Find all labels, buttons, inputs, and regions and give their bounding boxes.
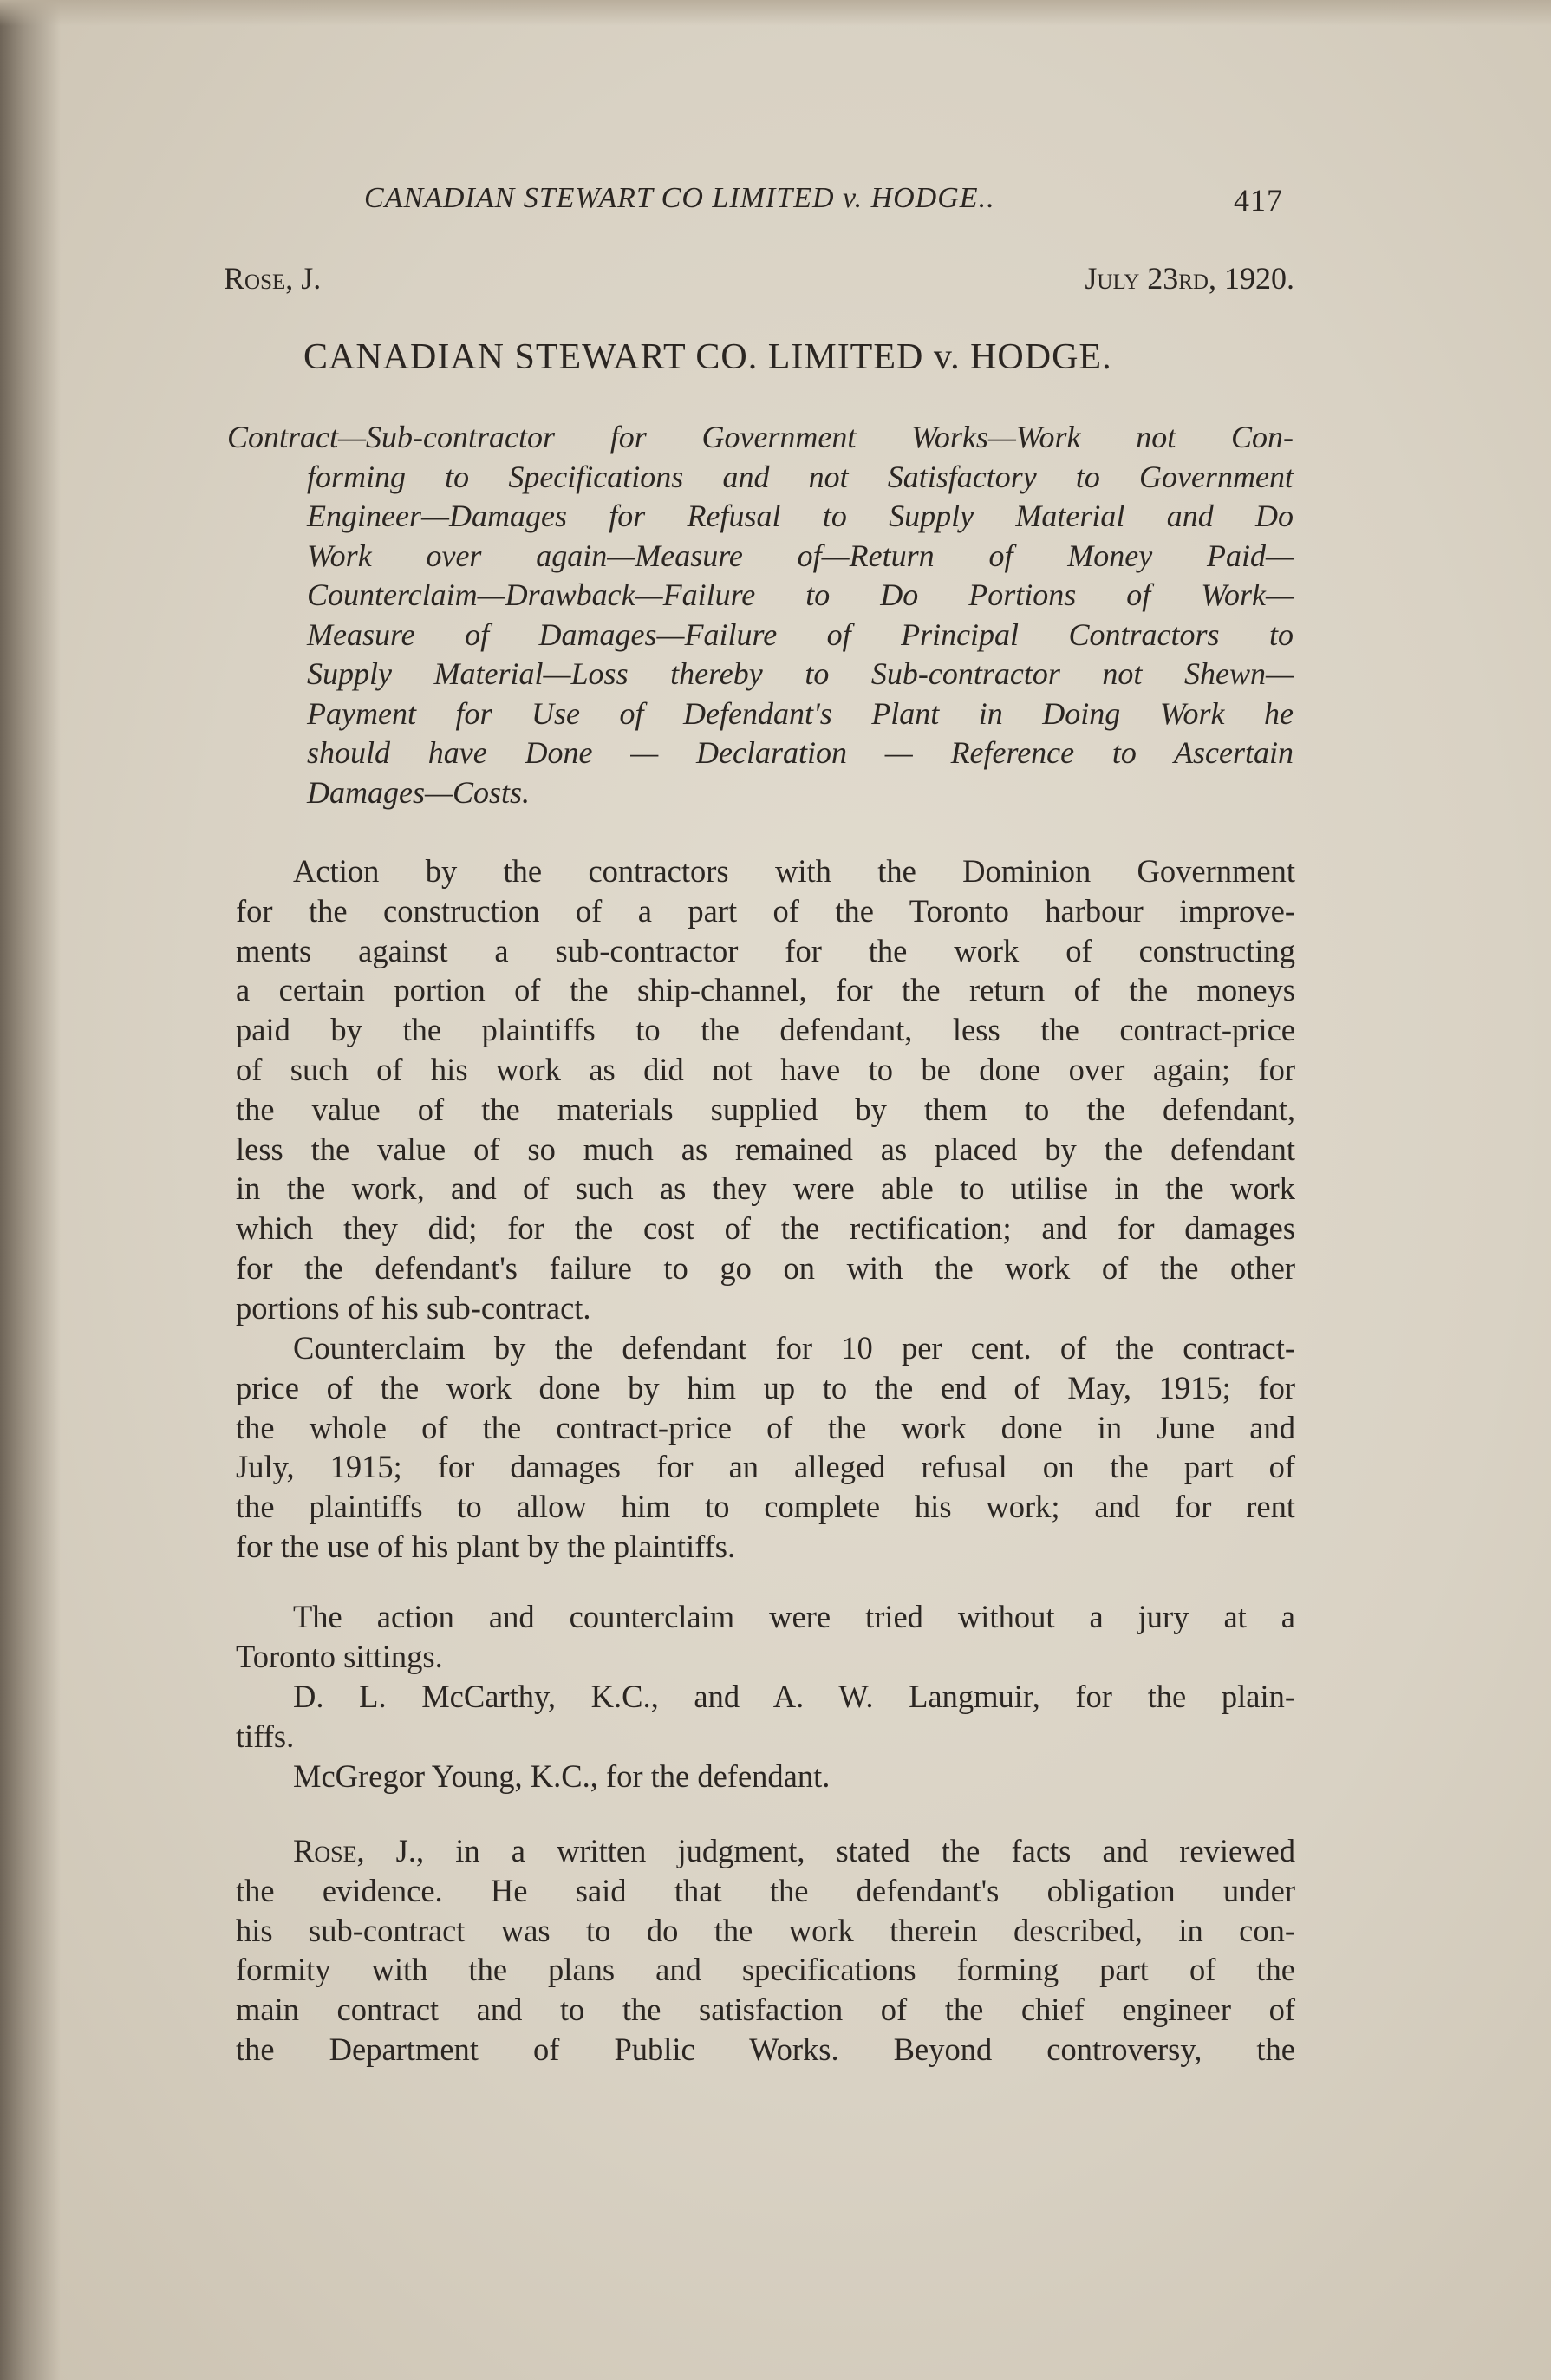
- running-head-title: CANADIAN STEWART CO LIMITED v. HODGE..: [364, 182, 995, 214]
- headnote-line: should have Done — Declaration — Reference to Ascertain: [307, 735, 1294, 770]
- text-line: Action by the contractors with the Dominion Government: [293, 853, 1295, 889]
- text-line: July, 1915; for damages for an alleged refusal on the part of: [236, 1449, 1295, 1485]
- headnote-line: Engineer—Damages for Refusal to Supply Material and Do: [307, 499, 1294, 533]
- counsel-defendant: [236, 1757, 1295, 1796]
- text-line: price of the work done by him up to the end of May, 1915; for: [236, 1369, 1295, 1405]
- text-line: main contract and to the satisfaction of the chief engineer of: [236, 1992, 1295, 2028]
- headnote-line: Contract—Sub-contractor for Government Works—Work not Con-: [227, 420, 1294, 454]
- text-line: ments against a sub-contractor for the work of constructing: [236, 932, 1295, 968]
- text-line: for the defendant's failure to go on with the work of the other: [236, 1249, 1295, 1286]
- headnote-line: forming to Specifications and not Satisfactory to Government: [307, 459, 1294, 494]
- headnote-line: Damages—Costs.: [307, 774, 531, 810]
- judgment-first-line: , in a written judgment, stated the facts and reviewed: [416, 1833, 1296, 1868]
- judge-name: Rose, J.: [224, 261, 322, 296]
- binding-shadow: [0, 0, 61, 2380]
- judgment-paragraph: [236, 1831, 1295, 2070]
- text-line: tiffs.: [236, 1718, 295, 1754]
- text-line: the whole of the contract-price of the work done in June and: [236, 1409, 1295, 1445]
- text-line: for the use of his plant by the plaintiffs.: [236, 1528, 736, 1564]
- text-line: Toronto sittings.: [236, 1638, 443, 1674]
- text-line: paid by the plaintiffs to the defendant, less the contract-price: [236, 1012, 1295, 1048]
- text-line: less the value of so much as remained as placed by the defendant: [236, 1131, 1295, 1167]
- text-line: the value of the materials supplied by them to the defendant,: [236, 1091, 1295, 1127]
- page-number: 417: [1234, 183, 1283, 218]
- text-line: the plaintiffs to allow him to complete his work; and for rent: [236, 1489, 1295, 1525]
- text-line: in the work, and of such as they were able to utilise in the work: [236, 1170, 1295, 1207]
- text-line: formity with the plans and specifications forming part of the: [236, 1952, 1295, 1988]
- text-line: the evidence. He said that the defendant's obligation under: [236, 1872, 1295, 1908]
- text-line: [236, 1831, 1295, 1871]
- judge-date-line: [224, 260, 1294, 303]
- headnote-line: Measure of Damages—Failure of Principal Contractors to: [307, 616, 1294, 652]
- headnote: [227, 418, 1294, 812]
- headnote-line: Counterclaim—Drawback—Failure to Do Portions of Work—: [307, 577, 1294, 612]
- running-head: [364, 182, 1283, 225]
- action-paragraph: [236, 851, 1295, 1328]
- page-top-edge: [0, 0, 1551, 26]
- text-line: for the construction of a part of the Toronto harbour improve-: [236, 892, 1295, 929]
- text-line: which they did; for the cost of the rectification; and for damages: [236, 1210, 1295, 1247]
- text-line: portions of his sub-contract.: [236, 1289, 591, 1326]
- case-title: CANADIAN STEWART CO. LIMITED v. HODGE.: [303, 337, 1112, 377]
- headnote-line: Payment for Use of Defendant's Plant in Doing Work he: [307, 695, 1294, 731]
- text-line: the Department of Public Works. Beyond controversy, the: [236, 2031, 1295, 2067]
- text-line: his sub-contract was to do the work therein described, in con-: [236, 1912, 1295, 1948]
- judgment-date: July 23rd, 1920.: [1085, 261, 1294, 296]
- text-line: a certain portion of the ship-channel, for the return of the moneys: [236, 972, 1295, 1008]
- text-line: The action and counterclaim were tried without a jury at a: [293, 1599, 1295, 1634]
- text-line: of such of his work as did not have to be done over again; for: [236, 1051, 1295, 1087]
- text-line: McGregor Young, K.C., for the defendant.: [293, 1758, 831, 1794]
- headnote-line: Work over again—Measure of—Return of Money Paid—: [307, 538, 1294, 573]
- counterclaim-paragraph: [236, 1328, 1295, 1567]
- judge-name-inline: Rose, J.: [293, 1833, 417, 1868]
- headnote-line: Supply Material—Loss thereby to Sub-contractor not Shewn—: [307, 656, 1294, 691]
- trial-paragraph: [236, 1597, 1295, 1677]
- text-line: Counterclaim by the defendant for 10 per cent. of the contract-: [293, 1330, 1295, 1366]
- text-line: D. L. McCarthy, K.C., and A. W. Langmuir, for the plain-: [293, 1679, 1295, 1714]
- counsel-plaintiffs: [236, 1677, 1295, 1757]
